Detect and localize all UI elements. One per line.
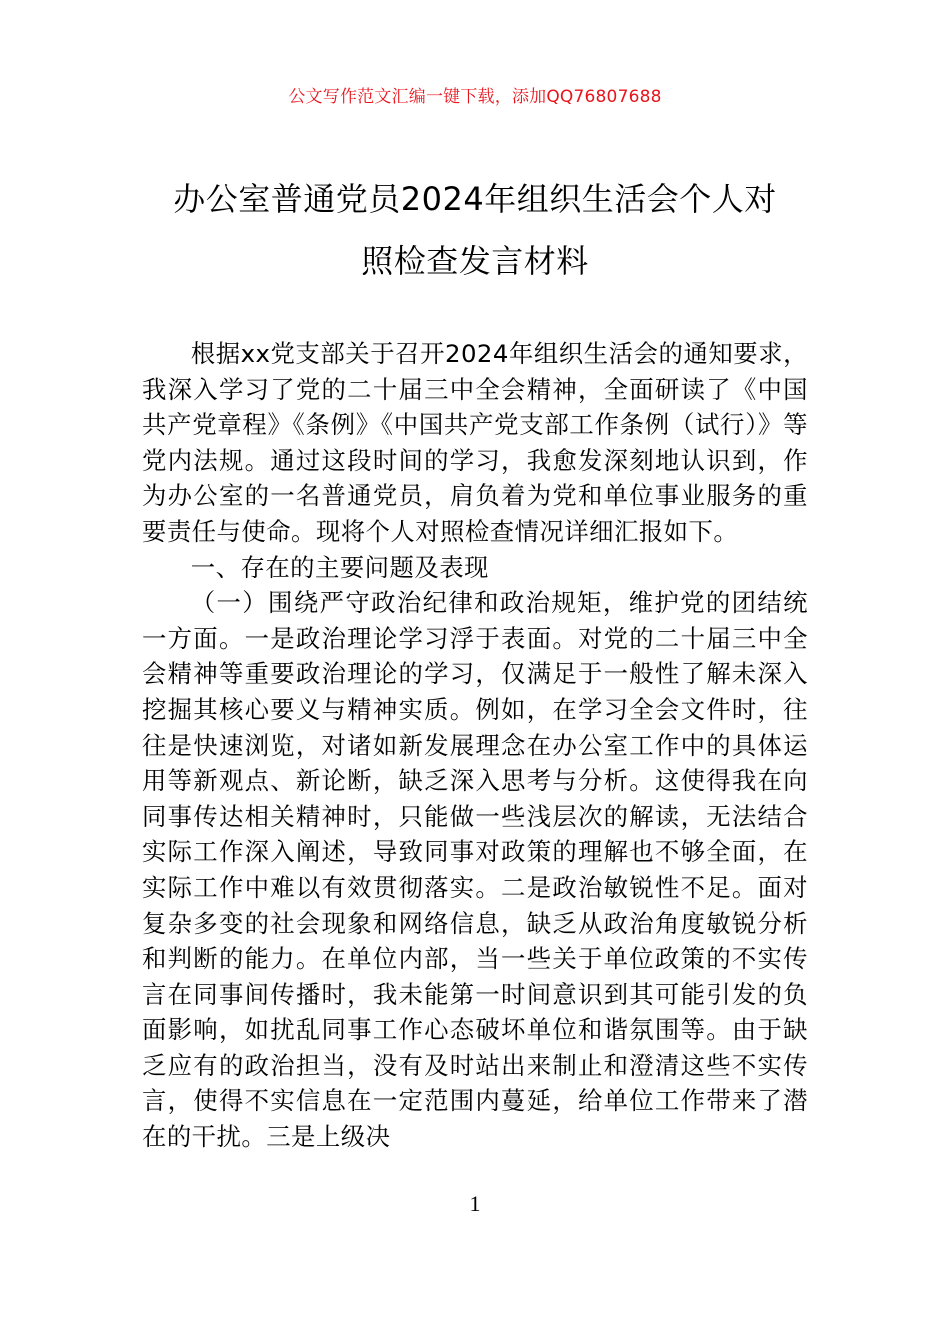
page-number: 1 [469,1191,481,1216]
document-title-line-1: 办公室普通党员2024年组织生活会个人对 [173,180,777,218]
body-paragraph: （一）围绕严守政治纪律和政治规矩，维护党的团结统一方面。一是政治理论学习浮于表面。对党的二十届三中全会精神等重要政治理论的学习，仅满足于一般性了解未深入挖掘其核心要义与精神实质。例如，在学习全会文件时，往往是快速浏览，对诸如新发展理念在办公室工作中的具体运用等新观点、新论断，缺乏深入思考与分析。这使得我在向同事传达相关精神时，只能做一些浅层次的解读，无法结合实际工作深入阐述，导致同事对政策的理解也不够全面，在实际工作中难以有效贯彻落实。二是政治敏锐性不足。面对复杂多变的社会现象和网络信息，缺乏从政治角度敏锐分析和判断的能力。在单位内部，当一些关于单位政策的不实传言在同事间传播时，我未能第一时间意识到其可能引发的负面影响，如扰乱同事工作心态破坏单位和谐氛围等。由于缺乏应有的政治担当，没有及时站出来制止和澄清这些不实传言，使得不实信息在一定范围内蔓延，给单位工作带来了潜在的干扰。三是上级决 [142,588,808,1152]
document-title-line-2: 照检查发言材料 [361,242,589,280]
section-heading: 一、存在的主要问题及表现 [190,552,489,582]
promo-header-text: 公文写作范文汇编一键下载，添加QQ76807688 [288,87,662,107]
intro-paragraph: 根据xx党支部关于召开2024年组织生活会的通知要求，我深入学习了党的二十届三中全会精神，全面研读了《中国共产党章程》《条例》《中国共产党支部工作条例（试行）》等党内法规。通过这段时间的学习，我愈发深刻地认识到，作为办公室的一名普通党员，肩负着为党和单位事业服务的重要责任与使命。现将个人对照检查情况详细汇报如下。 [142,339,808,546]
document-title [110,168,840,292]
document-body [142,336,808,1155]
